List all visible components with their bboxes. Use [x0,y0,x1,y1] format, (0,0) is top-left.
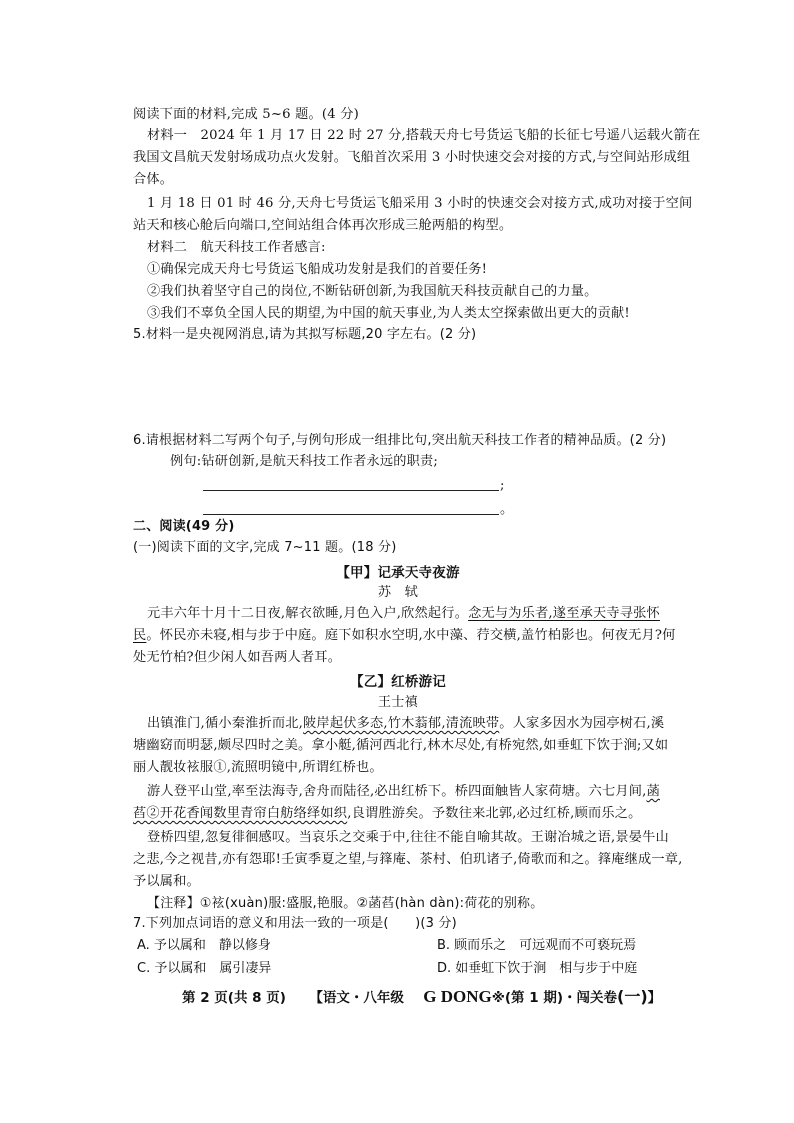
answer-blank-2[interactable] [203,514,499,515]
yi-author: 王士禛 [377,695,419,710]
yi-p3-line1: 登桥四望,忽复徘徊感叹。当哀乐之交乘于中,往往不能自喻其故。王谢冶城之语,景晏牛山 [147,830,669,845]
yi-p1-text-c: 。人家多因水为园亭树石,溪 [499,716,665,731]
yi-p2-text-b: ,良谓胜游矣。予数往来北郭,必过红桥,顾而乐之。 [347,806,642,821]
footer-close: 】 [647,990,662,1006]
material2-heading: 材料二 航天科技工作者感言: [147,240,326,255]
yi-p1-line1 [147,714,664,734]
answer-blank-1[interactable] [203,490,499,491]
material1-line1: 材料一 2024 年 1 月 17 日 22 时 27 分,搭载天舟七号货运飞船的长征七号遥八运载火箭在 [147,128,701,143]
option-c[interactable]: C. 予以属和 属引凄异 [137,961,272,976]
question-6: 6.请根据材料二写两个句子,与例句形成一组排比句,突出航天科技工作者的精神品质。(2 分) [133,433,667,448]
question-6-example: 例句:钻研创新,是航天科技工作者永远的职责; [170,454,439,469]
jia-line3: 处无竹柏?但少闲人如吾两人者耳。 [133,650,342,665]
footer-brand: G DONG [423,987,492,1006]
question-5: 5.材料一是央视网消息,请为其拟写标题,20 字左右。(2 分) [133,327,477,342]
reading-prompt: 阅读下面的材料,完成 5~6 题。(4 分) [133,107,359,122]
section-reading-heading: 二、阅读(49 分) [133,519,235,534]
jia-underlined-sentence-end: 民 [133,628,147,643]
jia-line2-text: 。怀民亦未寝,相与步于中庭。庭下如积水空明,水中藻、荇交横,盖竹柏影也。何夜无月?何 [146,628,676,643]
footer-subject: 【语文・八年级 [309,990,404,1006]
yi-p2-line2 [133,804,642,824]
footer-volume: (一) [617,987,648,1006]
yi-p3-line2: 之悲,今之视昔,亦有怨耶!壬寅季夏之望,与箨庵、茶村、伯玑诸子,倚歌而和之。箨庵继成一章, [133,852,683,867]
page-footer [182,987,661,1008]
yi-p2-text-a: 游人登平山堂,率至法海寺,舍舟而陆径,必出红桥下。桥四面触皆人家荷塘。六七月间, [147,784,647,799]
option-a[interactable]: A. 予以属和 静以修身 [137,938,271,953]
yi-wavy-underlined-sentence: 萏②开花香闻数里青帘白舫络绎如织 [133,806,348,821]
footer-page-number: 第 2 页(共 8 页) [182,990,286,1006]
material1-line5: 站天和核心舱后向端口,空间站组合体再次形成三舱两船的构型。 [133,218,513,233]
yi-title: 【乙】红桥游记 [350,674,446,690]
material1-line3: 合体。 [133,172,174,187]
option-b[interactable]: B. 顾而乐之 可远观而不可亵玩焉 [437,938,637,953]
material2-sentence1: ①确保完成天舟七号货运飞船成功发射是我们的首要任务! [147,262,488,277]
yi-p1-line3: 丽人靓妆袨服①,流照明镜中,所谓红桥也。 [133,760,383,775]
jia-line2 [133,626,676,646]
material2-sentence2: ②我们执着坚守自己的岗位,不断钻研创新,为我国航天科技贡献自己的力量。 [147,284,598,299]
material1-line2: 我国文昌航天发射场成功点火发射。飞船首次采用 3 小时快速交会对接的方式,与空间站形成组 [133,150,691,165]
footer-mark: ※ [491,990,505,1006]
material1-line4: 1 月 18 日 01 时 46 分,天舟七号货运飞船采用 3 小时的快速交会对接方式,成功对接于空间 [147,196,693,211]
jia-line1-text: 元丰六年十月十二日夜,解衣欲睡,月色入户,欣然起行。 [147,606,469,621]
jia-author: 苏 轼 [377,585,419,600]
option-d[interactable]: D. 如垂虹下饮于涧 相与步于中庭 [437,961,638,976]
material2-sentence3: ③我们不辜负全国人民的期望,为中国的航天事业,为人类太空探索做出更大的贡献! [147,306,630,321]
footer-issue: (第 1 期)・闯关卷 [504,990,617,1006]
jia-underlined-sentence: 念无与为乐者,遂至承天寺寻张怀 [468,606,660,621]
jia-line1 [147,604,660,624]
answer-blank-2-end: 。 [500,502,514,517]
yi-p3-line3: 予以属和。 [133,874,200,889]
yi-p2-line1 [147,782,660,802]
yi-wavy-underlined-phrase: 陂岸起伏多态,竹木蓊郁,清流映带 [303,716,500,731]
yi-p1-text-a: 出镇淮门,循小秦淮折而北, [147,716,304,731]
annotation-note: 【注释】①袨(xuàn)服:盛服,艳服。②菡萏(hàn dàn):荷花的别称。 [147,896,544,911]
answer-blank-1-end: ; [500,478,505,493]
subsection-heading: (一)阅读下面的文字,完成 7~11 题。(18 分) [133,540,397,555]
yi-wavy-underlined-start: 菡 [646,784,660,799]
jia-title: 【甲】记承天寺夜游 [336,565,460,581]
yi-p1-line2: 塘幽窈而明瑟,颇尽四时之美。拿小艇,循河西北行,林木尽处,有桥宛然,如垂虹下饮于涧;又如 [133,738,669,753]
question-7: 7.下列加点词语的意义和用法一致的一项是( )(3 分) [133,916,457,931]
